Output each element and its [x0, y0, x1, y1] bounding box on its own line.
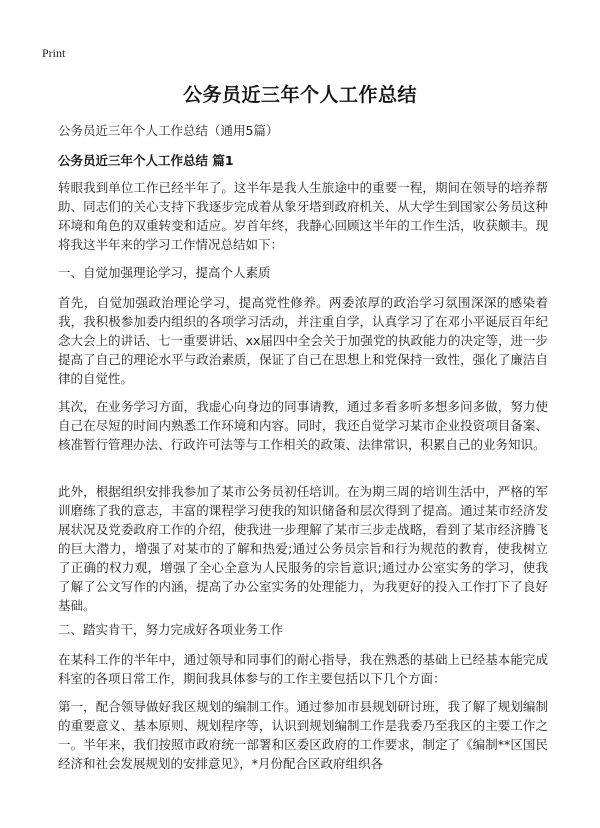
paragraph-training: 此外，根据组织安排我参加了某市公务员初任培训。在为期三周的培训生活中，严格的军训磨练了我的意志，丰富的课程学习使我的知识储备和层次得到了提高。通过某市经济发展状况及党委政府工作的介绍，使我进一步理解了某市三步走战略，看到了某市经济腾飞的巨大潜力，增强了对某市的了解和热爱;通过公务员宗旨和行为规范的教育，使我树立了正确的权力观，增强了全心全意为人民服务的宗旨意识;通过办公室实务的学习，使我了解了公文写作的内涵，提高了办公室实务的处理能力，为我更好的投入工作打下了良好基础。: [58, 484, 548, 613]
document-subtitle: 公务员近三年个人工作总结（通用5篇）: [58, 123, 279, 138]
heading-work-tasks: 二、踏实肯干，努力完成好各项业务工作: [58, 622, 284, 637]
print-link[interactable]: Print: [42, 46, 66, 60]
page-title: 公务员近三年个人工作总结: [182, 84, 417, 106]
heading-theory-study: 一、自觉加强理论学习，提高个人素质: [58, 265, 271, 280]
paragraph-planning-work: 第一，配合领导做好我区规划的编制工作。通过参加市县规划研讨班，我了解了规划编制的重要意义、基本原则、规划程序等，认识到规划编制工作是我委乃至我区的主要工作之一。半年来，我们按照市政府统一部署和区委区政府的工作要求，制定了《编制**区国民经济和社会发展规划的安排意见》，*月份配合区政府组织各: [58, 699, 548, 771]
paragraph-intro: 转眼我到单位工作已经半年了。这半年是我人生旅途中的重要一程，期间在领导的培养帮助、同志们的关心支持下我逐步完成着从象牙塔到政府机关、从大学生到国家公务员这种环境和角色的双重转变和适应。岁首年终，我静心回顾这半年的工作生活，收获颇丰。现将我这半年来的学习工作情况总结如下：: [58, 180, 548, 252]
paragraph-work-overview: 在某科工作的半年中，通过领导和同事们的耐心指导，我在熟悉的基础上已经基本能完成科室的各项日常工作，期间我具体参与的工作主要包括以下几个方面：: [58, 652, 548, 686]
paragraph-business-study: 其次，在业务学习方面，我虚心向身边的同事请教，通过多看多听多想多问多做，努力使自己在尽短的时间内熟悉工作环境和内容。同时，我还自觉学习某市企业投资项目备案、核准暂行管理办法、行政许可法等与工作相关的政策、法律常识，积累自己的业务知识。: [58, 399, 548, 452]
paragraph-political-theory: 首先，自觉加强政治理论学习，提高党性修养。两委浓厚的政治学习氛围深深的感染着我，我积极参加委内组织的各项学习活动，并注重自学，认真学习了在邓小平诞辰百年纪念大会上的讲话、七一重要讲话、xx届四中全会关于加强党的执政能力的决定等，进一步提高了自己的理论水平与政治素质，保证了自己在思想上和党保持一致性，强化了廉洁自律的自觉性。: [58, 295, 548, 386]
section-title: 公务员近三年个人工作总结 篇1: [58, 153, 234, 168]
